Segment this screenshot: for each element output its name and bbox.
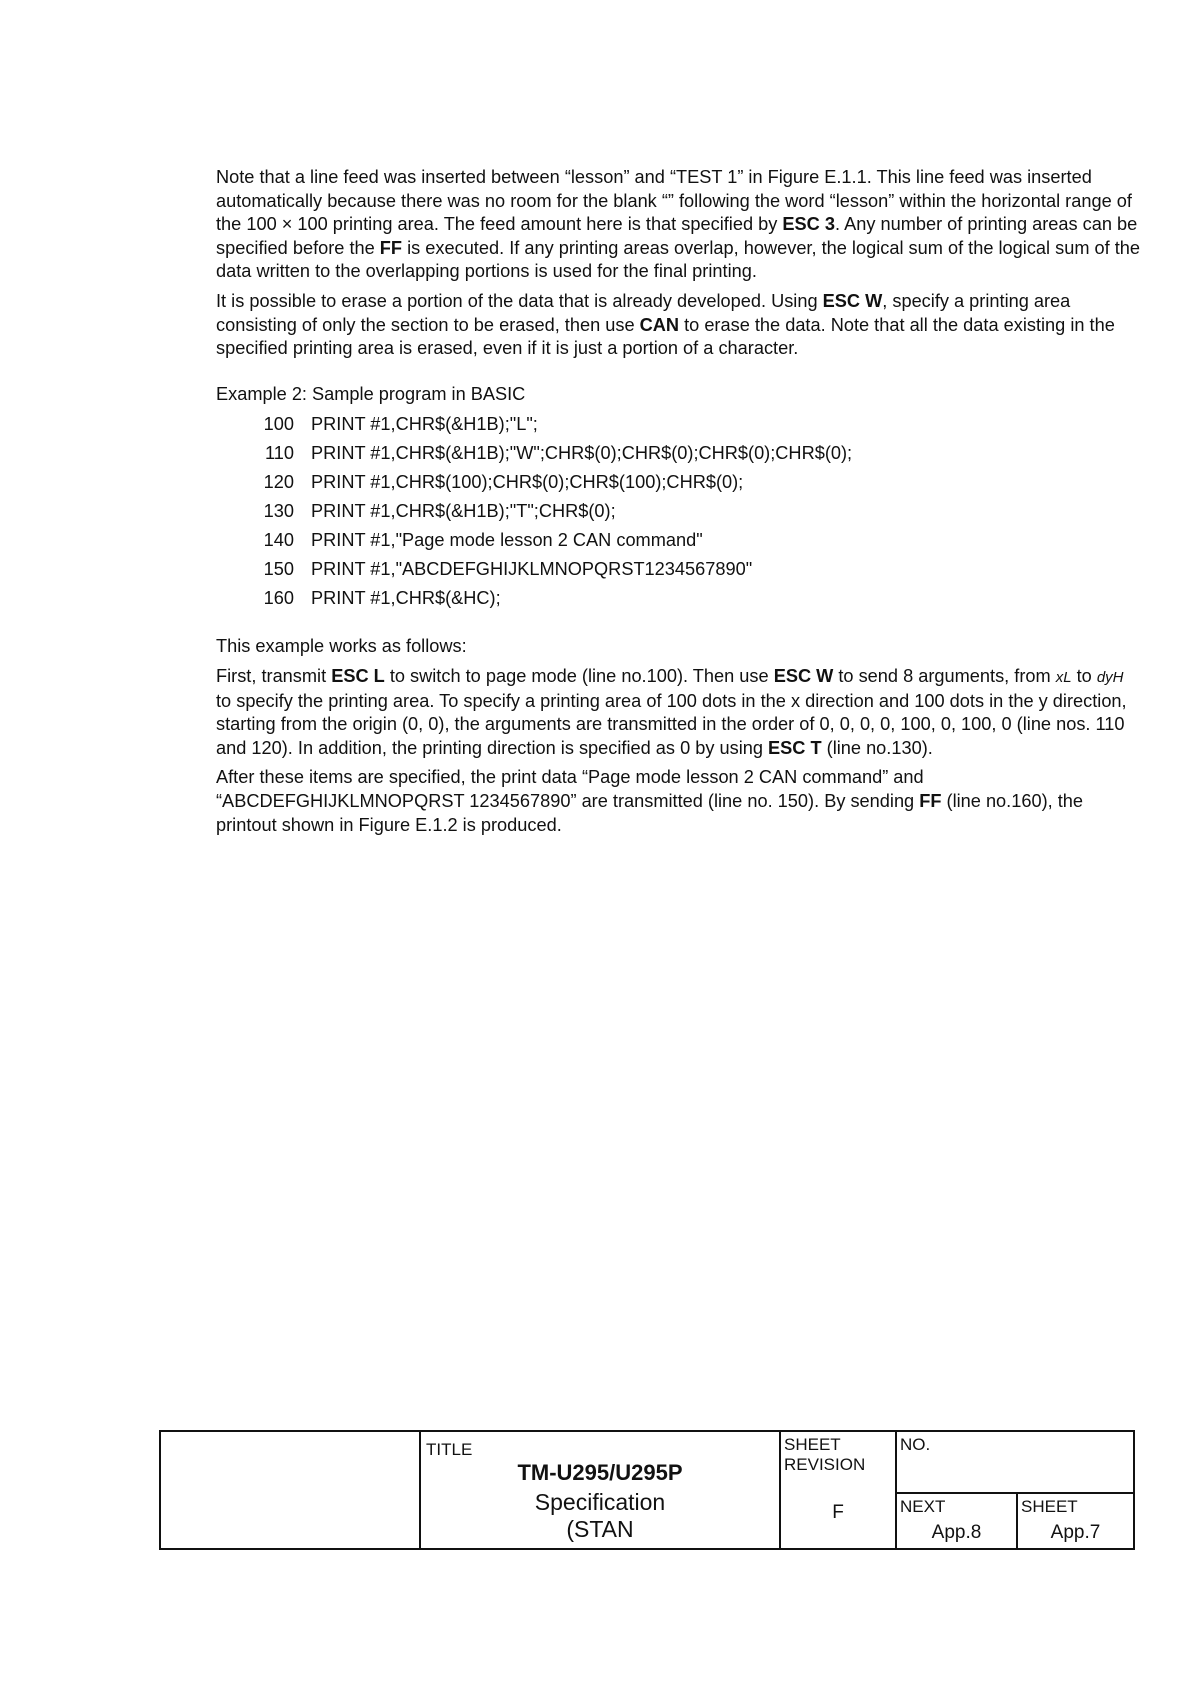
variable-xl: xL [1055, 668, 1072, 686]
spec-line-1: Specification [534, 1489, 666, 1515]
command-ff: FF [919, 790, 942, 811]
revision-label: REVISION [784, 1455, 866, 1474]
line-number: 100 [263, 414, 294, 435]
command-esct: ESC T [768, 737, 822, 758]
code-listing [216, 410, 1141, 613]
line-number: 120 [263, 472, 294, 493]
line-number: 130 [263, 501, 294, 522]
code-text: PRINT #1,CHR$(&HC); [311, 588, 501, 609]
code-line [216, 468, 1141, 497]
code-text: PRINT #1,CHR$(100);CHR$(0);CHR$(100);CHR$(0); [311, 472, 744, 493]
model-name: TM-U295/U295P [517, 1460, 683, 1485]
number-cell [897, 1432, 1133, 1494]
code-line [216, 555, 1141, 584]
works-heading: This example works as follows: [216, 636, 467, 657]
paragraph-line-feed [216, 166, 1141, 284]
example-title: Example 2: Sample program in BASIC [216, 383, 526, 404]
sheet-number-label: SHEET [1021, 1497, 1078, 1516]
line-number: 140 [263, 530, 294, 551]
text-segment: to specify the printing area. To specify a printing area of 100 dots in the x direction and 100 dots in the y direction, starting from the origin (0, 0), the arguments are transmitted in the order of 0, 0, 0, 0, 100, 0, 100, 0 (line nos. 110 and 120). In addition, the printing direction is specified as 0 by using [216, 690, 1127, 758]
text-segment: . Any number of printing areas can be specified before the [216, 214, 1138, 258]
document-body [216, 166, 1141, 843]
next-value: App.8 [931, 1522, 982, 1543]
code-text: PRINT #1,CHR$(&H1B);"W";CHR$(0);CHR$(0);CHR$(0);CHR$(0); [311, 443, 853, 464]
text-segment: to send 8 arguments, from [833, 665, 1056, 686]
code-line [216, 410, 1141, 439]
command-esc3: ESC 3 [782, 214, 835, 235]
text-segment: , specify a printing area consisting of only the section to be erased, then use [216, 290, 1071, 335]
sheet-cell [1018, 1494, 1133, 1548]
text-segment: It is possible to erase a portion of the data that is already developed. Using [216, 290, 823, 311]
next-label: NEXT [900, 1497, 946, 1516]
text-segment: (line no.130). [821, 737, 933, 758]
code-text: PRINT #1,CHR$(&H1B);"T";CHR$(0); [311, 501, 616, 522]
line-number: 150 [263, 559, 294, 580]
text-segment: is executed. If any printing areas overlap, however, the logical sum of the logical sum of the data written to the overlapping portions is used for the final printing. [216, 237, 1141, 282]
code-text: PRINT #1,"ABCDEFGHIJKLMNOPQRST1234567890" [311, 559, 753, 580]
line-number: 110 [265, 443, 294, 464]
title-block-blank-cell [161, 1432, 421, 1548]
text-segment: Note that a line feed was inserted between “lesson” and “TEST 1” in Figure E.1.1. This line feed was inserted automatically because there was no room for the blank “” following the word “lesson” within the horizontal range of the 100 × 100 printing area. The feed amount here is that specified by [216, 167, 1132, 235]
text-segment: After these items are specified, the print data “Page mode lesson 2 CAN command” and “ABCDEFGHIJKLMNOPQRST 1234567890” are transmitted (line no. 150). By sending [216, 767, 924, 811]
command-ff: FF [379, 237, 403, 258]
code-line [216, 497, 1141, 526]
revision-value: F [832, 1502, 844, 1523]
command-escl: ESC L [331, 665, 385, 686]
line-number: 160 [263, 588, 294, 609]
revision-cell [781, 1432, 897, 1548]
title-block [159, 1430, 1135, 1550]
text-segment: to [1071, 665, 1097, 686]
next-cell [897, 1494, 1018, 1548]
paragraph-first-transmit [216, 665, 1141, 760]
text-segment: to switch to page mode (line no.100). Then use [384, 665, 774, 686]
sheet-label: SHEET [784, 1435, 841, 1454]
no-label: NO. [900, 1435, 931, 1454]
command-can: CAN [639, 314, 680, 335]
text-segment: to erase the data. Note that all the data existing in the specified printing area is erased, even if it is just a portion of a character. [216, 314, 1115, 359]
paragraph-erase [216, 290, 1141, 361]
text-segment: First, transmit [216, 665, 332, 686]
code-line [216, 439, 1141, 468]
code-text: PRINT #1,CHR$(&H1B);"L"; [311, 414, 538, 435]
spec-line-2: (STAN [566, 1516, 634, 1542]
title-cell [421, 1432, 781, 1548]
title-label: TITLE [426, 1440, 473, 1459]
code-line [216, 526, 1141, 555]
command-escw: ESC W [822, 290, 883, 311]
command-escw: ESC W [773, 665, 834, 686]
sheet-value: App.7 [1050, 1522, 1101, 1543]
code-text: PRINT #1,"Page mode lesson 2 CAN command" [311, 530, 703, 551]
code-line [216, 584, 1141, 613]
variable-dyh: dyH [1096, 668, 1124, 686]
text-segment: (line no.160), the printout shown in Figure E.1.2 is produced. [216, 790, 1084, 835]
paragraph-after-items [216, 766, 1141, 837]
